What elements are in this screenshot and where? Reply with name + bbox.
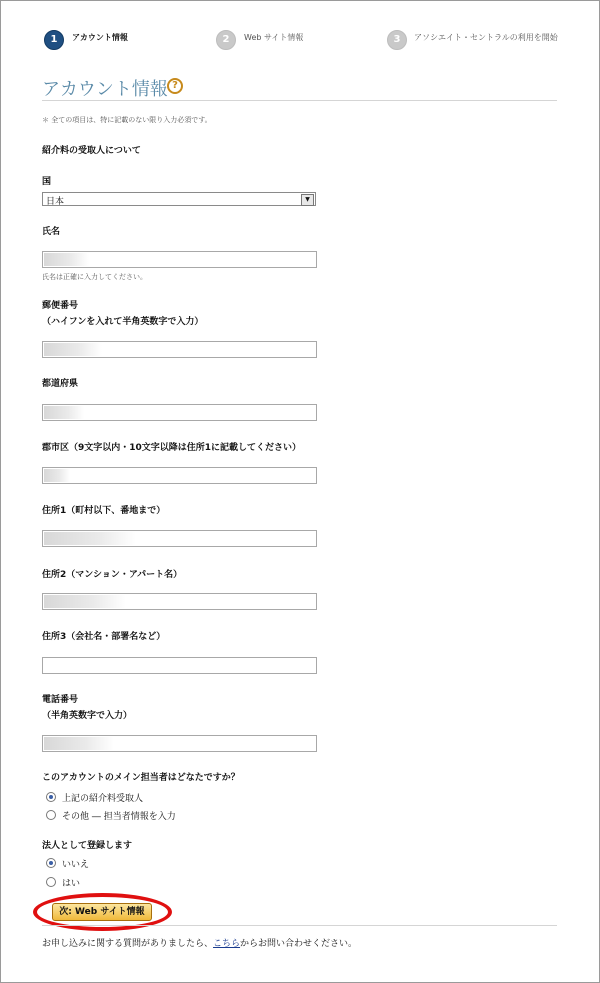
redacted-value bbox=[44, 737, 114, 750]
required-note: ＊ 全ての項目は、特に記載のない限り入力必須です。 bbox=[42, 116, 212, 124]
address3-label: 住所3（会社名・部署名など） bbox=[42, 632, 166, 642]
address1-label: 住所1（町村以下、番地まで） bbox=[42, 506, 166, 516]
prefecture-label: 都道府県 bbox=[42, 379, 79, 389]
main-contact-question: このアカウントのメイン担当者はどなたですか？ bbox=[42, 773, 240, 783]
address2-input[interactable] bbox=[42, 593, 317, 610]
country-select[interactable] bbox=[42, 192, 316, 206]
redacted-value bbox=[44, 406, 84, 419]
help-icon[interactable]: ? bbox=[167, 78, 183, 94]
footer-divider bbox=[42, 925, 557, 926]
city-input[interactable] bbox=[42, 467, 317, 484]
step-1-indicator: 1 bbox=[44, 30, 64, 50]
phone-input[interactable] bbox=[42, 735, 317, 752]
page-title: アカウント情報 bbox=[42, 79, 168, 100]
redacted-value bbox=[44, 469, 70, 482]
chevron-down-icon[interactable]: ▼ bbox=[301, 194, 314, 206]
address1-input[interactable] bbox=[42, 530, 317, 547]
step-2-indicator: 2 bbox=[216, 30, 236, 50]
section-heading: 紹介料の受取人について bbox=[42, 146, 141, 156]
redacted-value bbox=[44, 253, 89, 266]
postal-code-input[interactable] bbox=[42, 341, 317, 358]
footer-before: お申し込みに関する質問がありましたら、 bbox=[42, 939, 214, 949]
postal-code-label: 郵便番号 bbox=[42, 301, 79, 311]
main-contact-option-other-radio[interactable] bbox=[46, 810, 56, 820]
main-contact-option-recipient-radio[interactable] bbox=[46, 792, 56, 802]
main-contact-option-other-label[interactable]: その他 ― 担当者情報を入力 bbox=[62, 812, 176, 822]
address2-label: 住所2（マンション・アパート名） bbox=[42, 570, 183, 580]
title-divider bbox=[42, 100, 557, 101]
step-3-label: アソシエイト・セントラルの利用を開始 bbox=[414, 33, 558, 42]
contact-link[interactable]: こちら bbox=[213, 939, 241, 949]
step-2-label: Web サイト情報 bbox=[244, 33, 304, 42]
name-hint: 氏名は正確に入力してください。 bbox=[42, 273, 147, 281]
corporate-option-yes-label[interactable]: はい bbox=[62, 879, 81, 889]
redacted-value bbox=[44, 343, 102, 356]
corporate-question: 法人として登録します bbox=[42, 841, 133, 851]
city-label: 郡市区（9文字以内・10文字以降は住所1に記載してください） bbox=[42, 443, 302, 453]
footer-after: からお問い合わせください。 bbox=[240, 939, 358, 949]
step-1-label: アカウント情報 bbox=[72, 33, 128, 42]
phone-label: 電話番号 bbox=[42, 695, 79, 705]
corporate-option-no-radio[interactable] bbox=[46, 858, 56, 868]
country-label: 国 bbox=[42, 177, 52, 187]
corporate-option-yes-radio[interactable] bbox=[46, 877, 56, 887]
corporate-option-no-label[interactable]: いいえ bbox=[62, 860, 90, 870]
redacted-value bbox=[44, 532, 136, 545]
prefecture-input[interactable] bbox=[42, 404, 317, 421]
redacted-value bbox=[44, 595, 126, 608]
footer-text bbox=[42, 936, 357, 949]
step-3-indicator: 3 bbox=[387, 30, 407, 50]
next-website-info-button[interactable]: 次: Web サイト情報 bbox=[52, 903, 152, 921]
main-contact-option-recipient-label[interactable]: 上記の紹介料受取人 bbox=[62, 794, 144, 804]
name-input[interactable] bbox=[42, 251, 317, 268]
address3-input[interactable] bbox=[42, 657, 317, 674]
country-value: 日本 bbox=[46, 197, 65, 207]
name-label: 氏名 bbox=[42, 227, 61, 237]
phone-sublabel: （半角英数字で入力） bbox=[42, 711, 133, 721]
postal-code-sublabel: （ハイフンを入れて半角英数字で入力） bbox=[42, 317, 204, 327]
